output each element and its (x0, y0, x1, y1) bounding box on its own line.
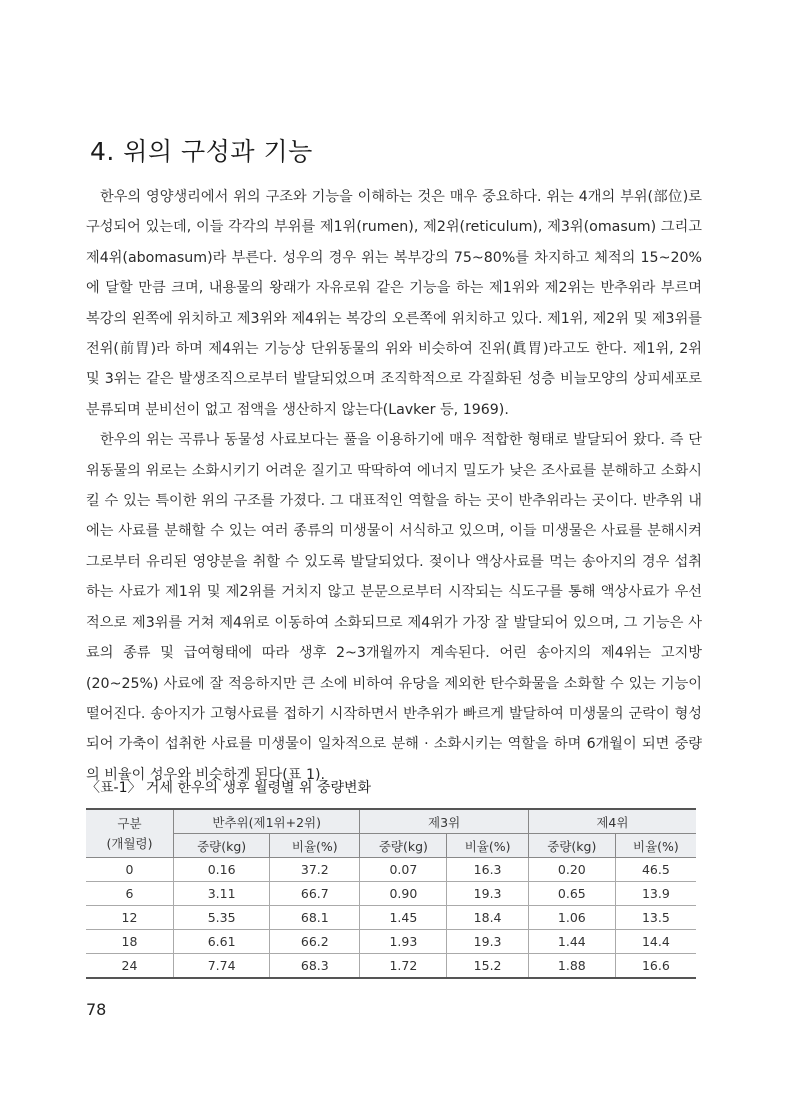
cell: 19.3 (447, 882, 528, 906)
cell: 18.4 (447, 906, 528, 930)
cell: 0.20 (528, 858, 615, 882)
cell: 19.3 (447, 930, 528, 954)
cell: 46.5 (615, 858, 696, 882)
cell: 68.3 (270, 954, 360, 979)
cell: 1.88 (528, 954, 615, 979)
cell: 66.7 (270, 882, 360, 906)
page-number: 78 (86, 1000, 107, 1019)
cell: 1.06 (528, 906, 615, 930)
cell: 7.74 (174, 954, 270, 979)
cell: 68.1 (270, 906, 360, 930)
cell: 1.44 (528, 930, 615, 954)
cell: 3.11 (174, 882, 270, 906)
table-header-row (86, 809, 696, 834)
table-row (86, 858, 696, 882)
cell: 15.2 (447, 954, 528, 979)
cell-month: 12 (86, 906, 174, 930)
header-category: 구분 (개월령) (86, 809, 174, 858)
cell: 37.2 (270, 858, 360, 882)
table-subheader-row (86, 834, 696, 858)
table-row (86, 882, 696, 906)
cell: 6.61 (174, 930, 270, 954)
paragraph: 한우의 위는 곡류나 동물성 사료보다는 풀을 이용하기에 매우 적합한 형태로 발달되어 왔다. 즉 단위동물의 위로는 소화시키기 어려운 질기고 딱딱하여 에너지 밀도가 낮은 조사료를 분해하고 소화시킬 수 있는 특이한 위의 구조를 가졌다. 그 대표적인 역할을 하는 곳이 반추위라는 곳이다. 반추위 내에는 사료를 분해할 수 있는 여러 종류의 미생물이 서식하고 있으며, 이들 미생물은 사료를 분해시켜 그로부터 유리된 영양분을 취할 수 있도록 발달되었다. 젖이나 액상사료를 먹는 송아지의 경우 섭취하는 사료가 제1위 및 제2위를 거치지 않고 분문으로부터 시작되는 식도구를 통해 액상사료가 우선적으로 제3위를 거쳐 제4위로 이동하여 소화되므로 제4위가 가장 잘 발달되어 있으며, 그 기능은 사료의 종류 및 급여형태에 따라 생후 2~3개월까지 계속된다. 어린 송아지의 제4위는 고지방(20~25%) 사료에 잘 적응하지만 큰 소에 비하여 유당을 제외한 탄수화물을 소화할 수 있는 기능이 떨어진다. 송아지가 고형사료를 접하기 시작하면서 반추위가 빠르게 발달하여 미생물의 군락이 형성되어 가축이 섭취한 사료를 미생물이 일차적으로 분해 · 소화시키는 역할을 하며 6개월이 되면 중량의 비율이 성우와 비슷하게 된다(표 1). (86, 432, 702, 783)
table-row (86, 930, 696, 954)
cell: 13.5 (615, 906, 696, 930)
subheader-ratio: 비율(%) (270, 834, 360, 858)
header-group-abomasum: 제4위 (528, 809, 696, 834)
cell: 0.90 (360, 882, 447, 906)
stomach-weight-table (86, 808, 696, 979)
cell-month: 6 (86, 882, 174, 906)
cell: 1.45 (360, 906, 447, 930)
cell: 16.3 (447, 858, 528, 882)
cell: 16.6 (615, 954, 696, 979)
cell-month: 18 (86, 930, 174, 954)
subheader-ratio: 비율(%) (447, 834, 528, 858)
table-row (86, 954, 696, 979)
cell: 0.16 (174, 858, 270, 882)
cell: 0.07 (360, 858, 447, 882)
cell: 14.4 (615, 930, 696, 954)
subheader-weight: 중량(kg) (528, 834, 615, 858)
cell: 0.65 (528, 882, 615, 906)
subheader-weight: 중량(kg) (174, 834, 270, 858)
cell-month: 24 (86, 954, 174, 979)
header-group-rumen: 반추위(제1위+2위) (174, 809, 360, 834)
paragraph: 한우의 영양생리에서 위의 구조와 기능을 이해하는 것은 매우 중요하다. 위는 4개의 부위(部位)로 구성되어 있는데, 이들 각각의 부위를 제1위(rumen), 제2위(reticulum), 제3위(omasum) 그리고 제4위(abomasum)라 부른다. 성우의 경우 위는 복부강의 75~80%를 차지하고 체적의 15~20%에 달할 만큼 크며, 내용물의 왕래가 자유로워 같은 기능을 하는 제1위와 제2위는 반추위라 부르며 복강의 왼쪽에 위치하고 제3위와 제4위는 복강의 오른쪽에 위치하고 있다. 제1위, 제2위 및 제3위를 전위(前胃)라 하며 제4위는 기능상 단위동물의 위와 비슷하여 진위(眞胃)라고도 한다. 제1위, 2위 및 3위는 같은 발생조직으로부터 발달되었으며 조직학적으로 각질화된 성층 비늘모양의 상피세포로 분류되며 분비선이 없고 점액을 생산하지 않는다(Lavker 등, 1969). (86, 189, 702, 418)
subheader-weight: 중량(kg) (360, 834, 447, 858)
cell: 1.72 (360, 954, 447, 979)
cell: 5.35 (174, 906, 270, 930)
section-heading: 4. 위의 구성과 기능 (90, 137, 313, 166)
body-text (86, 182, 702, 790)
cell-month: 0 (86, 858, 174, 882)
table-caption: 〈표-1〉 거세 한우의 생후 월령별 위 중량변화 (86, 780, 372, 796)
cell: 13.9 (615, 882, 696, 906)
header-group-omasum: 제3위 (360, 809, 528, 834)
cell: 1.93 (360, 930, 447, 954)
table-row (86, 906, 696, 930)
cell: 66.2 (270, 930, 360, 954)
subheader-ratio: 비율(%) (615, 834, 696, 858)
